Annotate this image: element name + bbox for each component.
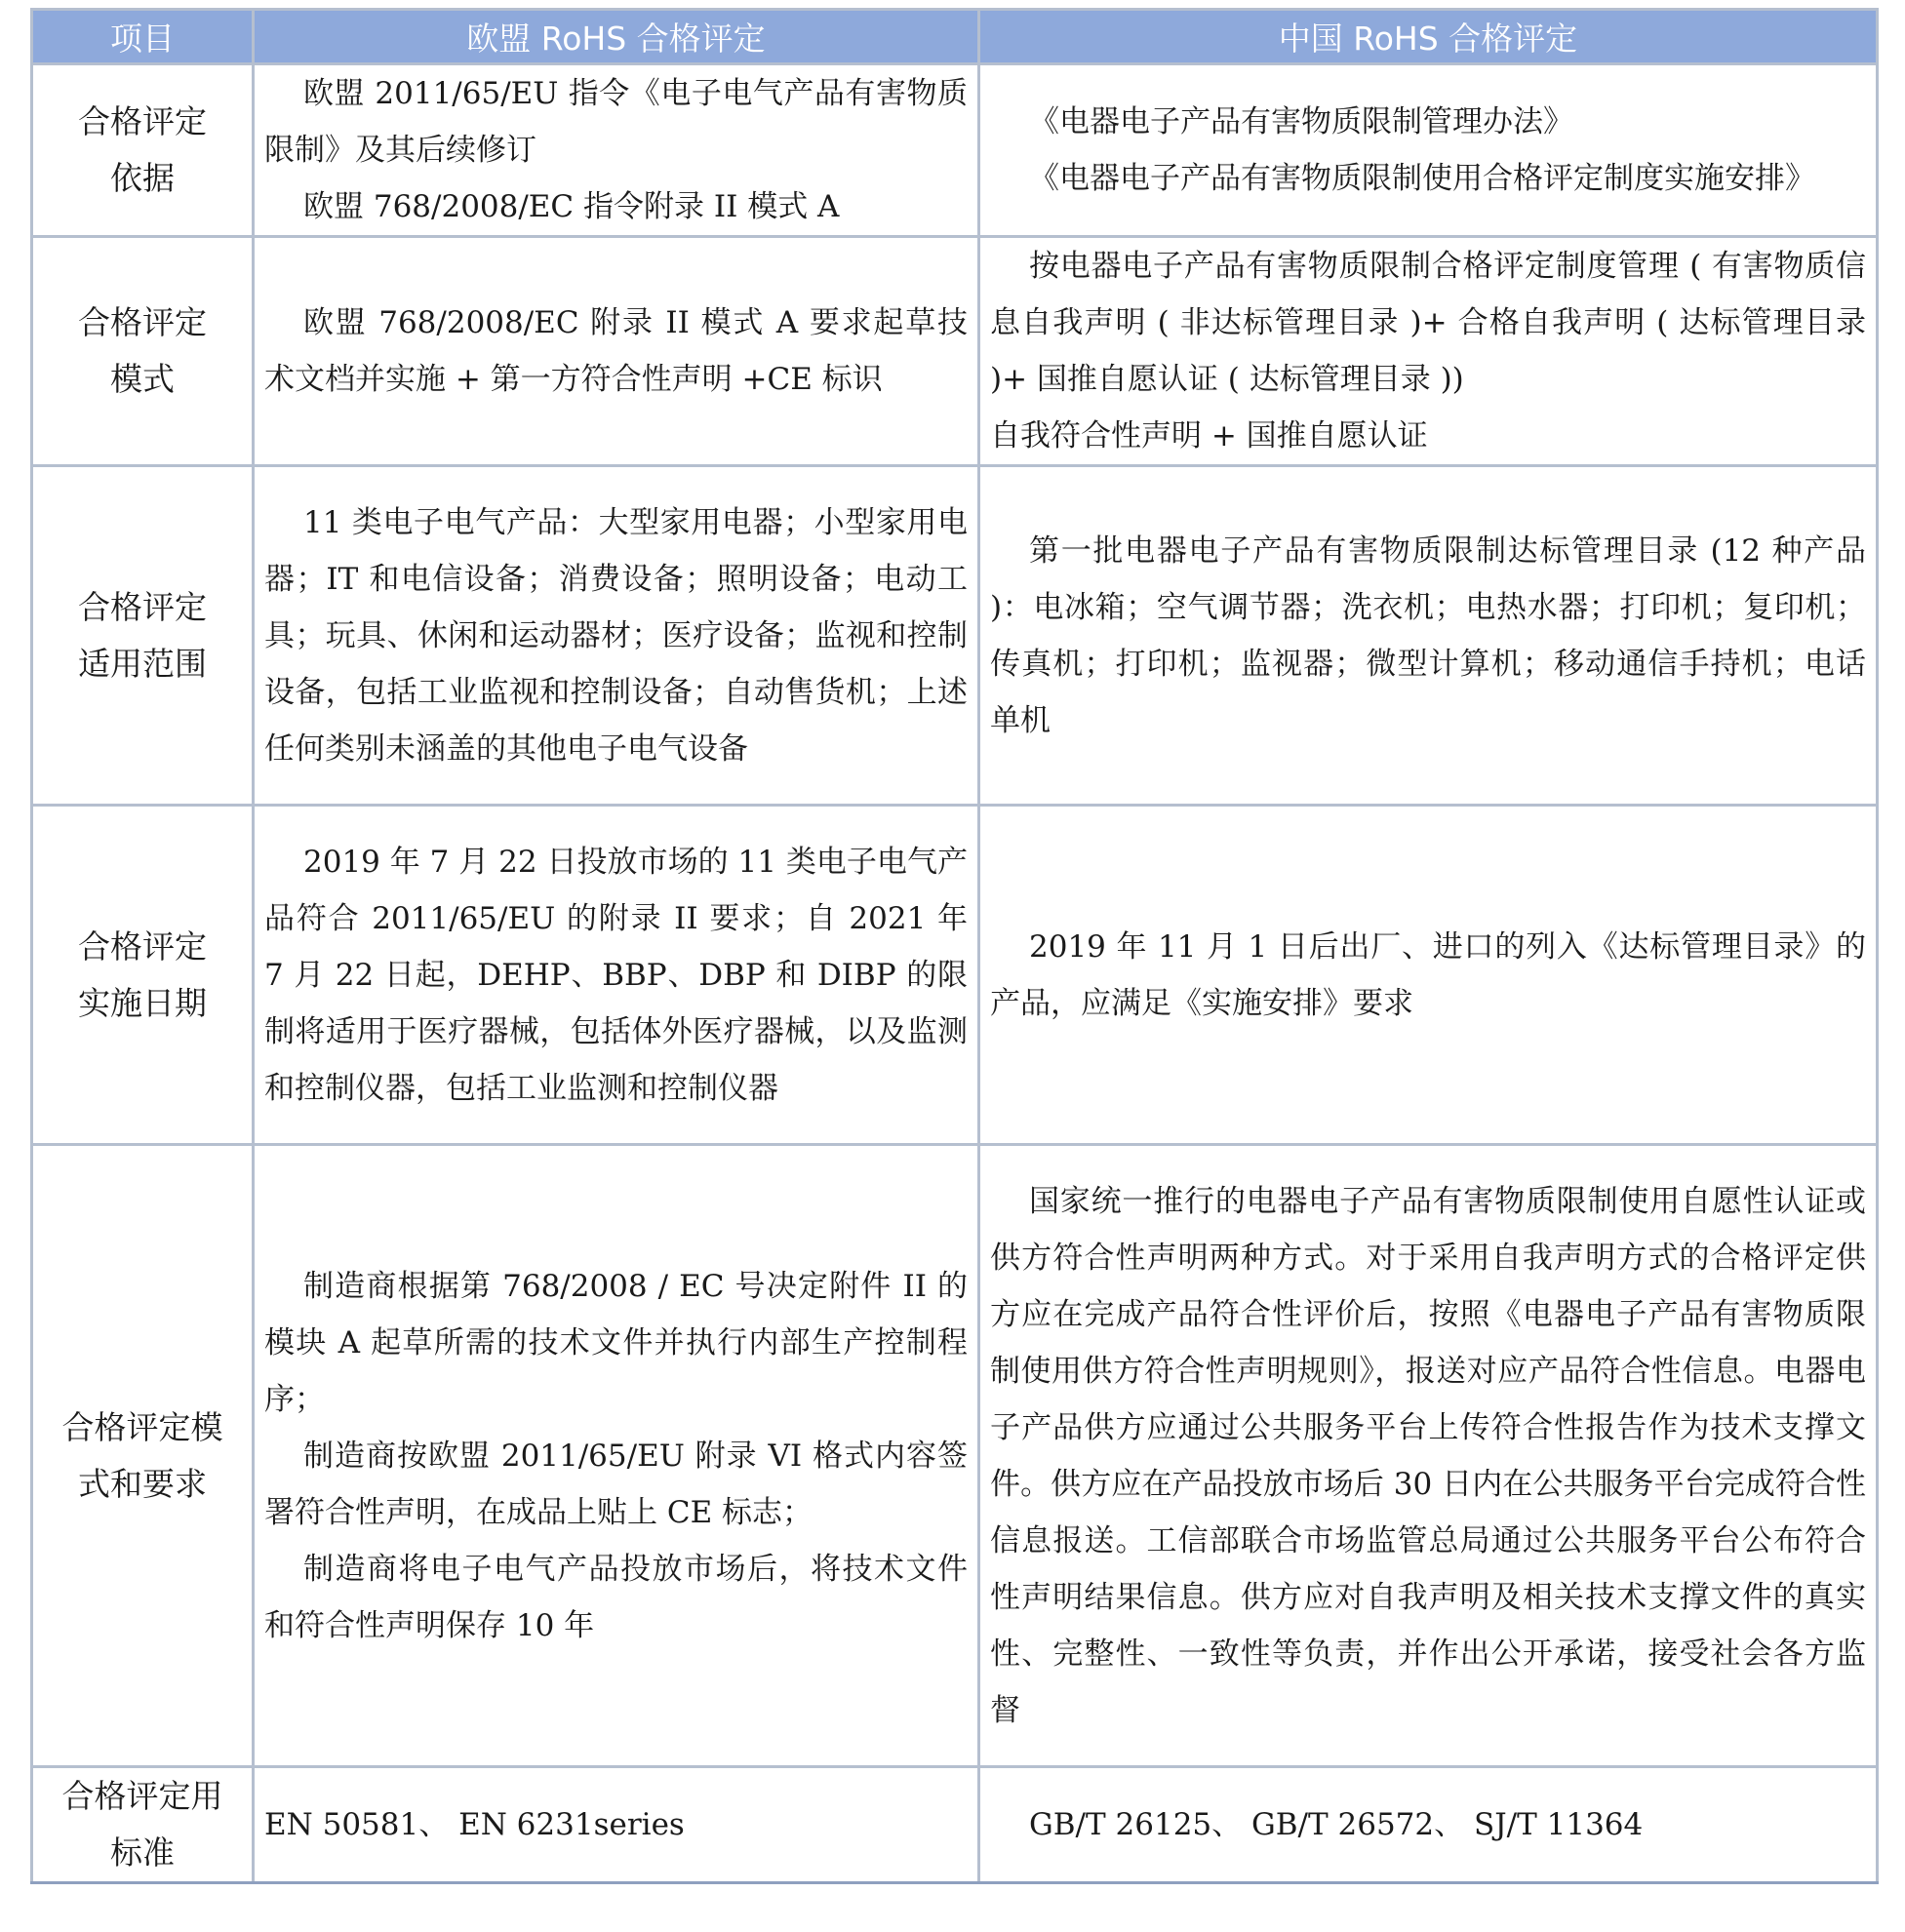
table-row	[32, 1767, 1878, 1883]
cn-paragraph: GB/T 26125、 GB/T 26572、 SJ/T 11364	[1029, 1807, 1644, 1842]
row-cn	[979, 806, 1878, 1145]
eu-paragraph: 2019 年 7 月 22 日投放市场的 11 类电子电气产品符合 2011/65/EU 的附录 II 要求；自 2021 年 7 月 22 日起，DEHP、BBP、DBP 和 DIBP 的限制将适用于医疗器械，包括体外医疗器械，以及监测和控制仪器，包括工业监测和控制仪器	[264, 844, 968, 1106]
cn-paragraph: 2019 年 11 月 1 日后出厂、进口的列入《达标管理目录》的产品，应满足《实施安排》要求	[990, 928, 1866, 1021]
row-item-label: 合格评定实施日期	[78, 927, 207, 1022]
table-row	[32, 806, 1878, 1145]
eu-paragraph: 制造商将电子电气产品投放市场后，将技术文件和符合性声明保存 10 年	[264, 1551, 968, 1643]
row-item	[32, 1767, 254, 1883]
row-item	[32, 237, 254, 466]
row-eu	[254, 466, 979, 806]
cn-paragraph: 第一批电器电子产品有害物质限制达标管理目录 (12 种产品 )：电冰箱；空气调节器；洗衣机；电热水器；打印机；复印机；传真机；打印机；监视器；微型计算机；移动通信手持机；电话单机	[990, 532, 1866, 738]
table-row	[32, 237, 1878, 466]
eu-paragraph: 欧盟 768/2008/EC 附录 II 模式 A 要求起草技术文档并实施 + 第一方符合性声明 +CE 标识	[264, 305, 968, 397]
row-item-label: 合格评定模式和要求	[61, 1407, 223, 1503]
cn-paragraph: 按电器电子产品有害物质限制合格评定制度管理 ( 有害物质信息自我声明 ( 非达标管理目录 )+ 合格自我声明 ( 达标管理目录 )+ 国推自愿认证 ( 达标管理目录 ))	[990, 249, 1866, 397]
row-cn	[979, 1145, 1878, 1767]
row-eu	[254, 1145, 979, 1767]
row-item	[32, 466, 254, 806]
eu-paragraph: 制造商根据第 768/2008 / EC 号决定附件 II 的模块 A 起草所需的技术文件并执行内部生产控制程序；	[264, 1268, 968, 1417]
cn-paragraph: 《电器电子产品有害物质限制管理办法》	[1029, 104, 1573, 139]
eu-paragraph: 欧盟 768/2008/EC 指令附录 II 模式 A	[303, 189, 840, 224]
table-row	[32, 466, 1878, 806]
eu-paragraph: 欧盟 2011/65/EU 指令《电子电气产品有害物质限制》及其后续修订	[264, 76, 968, 168]
table-row	[32, 64, 1878, 237]
header-eu: 欧盟 RoHS 合格评定	[254, 10, 979, 64]
row-cn	[979, 237, 1878, 466]
row-eu	[254, 64, 979, 237]
row-item	[32, 64, 254, 237]
cn-paragraph: 国家统一推行的电器电子产品有害物质限制使用自愿性认证或供方符合性声明两种方式。对于采用自我声明方式的合格评定供方应在完成产品符合性评价后，按照《电器电子产品有害物质限制使用供方符合性声明规则》，报送对应产品符合性信息。电器电子产品供方应通过公共服务平台上传符合性报告作为技术支撑文件。供方应在产品投放市场后 30 日内在公共服务平台完成符合性信息报送。工信部联合市场监管总局通过公共服务平台公布符合性声明结果信息。供方应对自我声明及相关技术支撑文件的真实性、完整性、一致性等负责，并作出公开承诺，接受社会各方监督	[990, 1183, 1866, 1728]
eu-paragraph: 11 类电子电气产品：大型家用电器；小型家用电器；IT 和电信设备；消费设备；照明设备；电动工具；玩具、休闲和运动器材；医疗设备；监视和控制设备，包括工业监视和控制设备；自动售货机；上述任何类别未涵盖的其他电子电气设备	[264, 504, 968, 767]
comparison-table	[30, 8, 1879, 1884]
header-row	[32, 10, 1878, 64]
row-cn	[979, 1767, 1878, 1883]
row-item-label: 合格评定模式	[78, 303, 207, 398]
cn-paragraph: 《电器电子产品有害物质限制使用合格评定制度实施安排》	[1029, 161, 1815, 196]
row-eu	[254, 1767, 979, 1883]
row-item-label: 合格评定依据	[78, 102, 207, 197]
row-eu	[254, 237, 979, 466]
row-cn	[979, 466, 1878, 806]
row-eu	[254, 806, 979, 1145]
row-item-label: 合格评定用标准	[61, 1777, 223, 1872]
header-cn: 中国 RoHS 合格评定	[979, 10, 1878, 64]
eu-paragraph: EN 50581、 EN 6231series	[264, 1807, 685, 1842]
eu-paragraph: 制造商按欧盟 2011/65/EU 附录 VI 格式内容签署符合性声明，在成品上贴上 CE 标志；	[264, 1438, 968, 1530]
cn-paragraph: 自我符合性声明 + 国推自愿认证	[990, 418, 1428, 453]
row-cn	[979, 64, 1878, 237]
row-item-label: 合格评定适用范围	[78, 587, 207, 683]
row-item	[32, 1145, 254, 1767]
row-item	[32, 806, 254, 1145]
header-item: 项目	[32, 10, 254, 64]
table-row	[32, 1145, 1878, 1767]
